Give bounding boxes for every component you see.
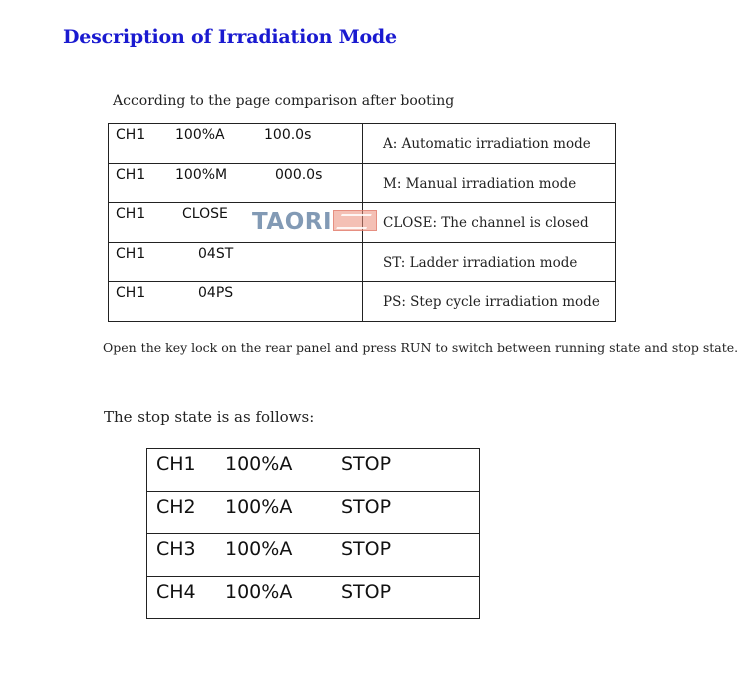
mode-description: ST: Ladder irradiation mode	[383, 254, 578, 271]
channel-label: CH1	[156, 453, 196, 475]
time-value: 000.0s	[275, 166, 323, 183]
mode-value: 100%A	[175, 127, 225, 143]
mode-value: 100%A	[225, 538, 293, 560]
description-cell	[363, 124, 616, 164]
lcd-cell	[109, 282, 363, 322]
channel-label: CH2	[156, 495, 196, 518]
table-row	[109, 163, 616, 203]
mode-value: CLOSE	[182, 206, 228, 222]
channel-label: CH1	[116, 285, 146, 301]
mode-description: CLOSE: The channel is closed	[383, 215, 589, 231]
table-row	[147, 491, 480, 534]
stop-state-heading: The stop state is as follows:	[104, 408, 315, 426]
mode-table	[108, 123, 616, 322]
lcd-cell	[109, 124, 363, 164]
mode-value: 100%A	[225, 495, 293, 518]
channel-label: CH3	[156, 538, 196, 560]
lcd-cell	[109, 163, 363, 203]
page-title: Description of Irradiation Mode	[63, 26, 397, 48]
channel-label: CH1	[116, 166, 146, 183]
mode-value: 04ST	[198, 245, 234, 262]
table-row	[147, 449, 480, 492]
state-value: STOP	[341, 453, 392, 475]
table-row	[109, 242, 616, 282]
table-row	[147, 576, 480, 619]
lcd-cell	[109, 242, 363, 282]
description-cell	[363, 203, 616, 243]
note-text: Open the key lock on the rear panel and press RUN to switch between running state and stop state.	[103, 340, 739, 355]
state-value: STOP	[341, 580, 392, 603]
description-cell	[363, 242, 616, 282]
description-cell	[363, 163, 616, 203]
mode-description: M: Manual irradiation mode	[383, 175, 577, 192]
state-value: STOP	[341, 538, 392, 560]
table-row	[109, 124, 616, 164]
table-row	[147, 534, 480, 577]
intro-text: According to the page comparison after booting	[113, 93, 455, 109]
mode-value: 04PS	[198, 285, 234, 301]
state-value: STOP	[341, 495, 392, 518]
time-value: 100.0s	[264, 127, 312, 143]
mode-description: PS: Step cycle irradiation mode	[383, 294, 600, 310]
channel-label: CH1	[116, 206, 146, 222]
mode-value: 100%A	[225, 580, 293, 603]
table-row	[109, 282, 616, 322]
channel-label: CH4	[156, 580, 196, 603]
mode-description: A: Automatic irradiation mode	[383, 136, 591, 152]
channel-label: CH1	[116, 245, 146, 262]
mode-value: 100%A	[225, 453, 293, 475]
channel-label: CH1	[116, 127, 146, 143]
mode-value: 100%M	[175, 166, 228, 183]
watermark-text: TAORI	[252, 209, 333, 235]
stop-state-table	[146, 448, 480, 619]
lcd-cell	[109, 203, 363, 243]
description-cell	[363, 282, 616, 322]
table-row	[109, 203, 616, 243]
